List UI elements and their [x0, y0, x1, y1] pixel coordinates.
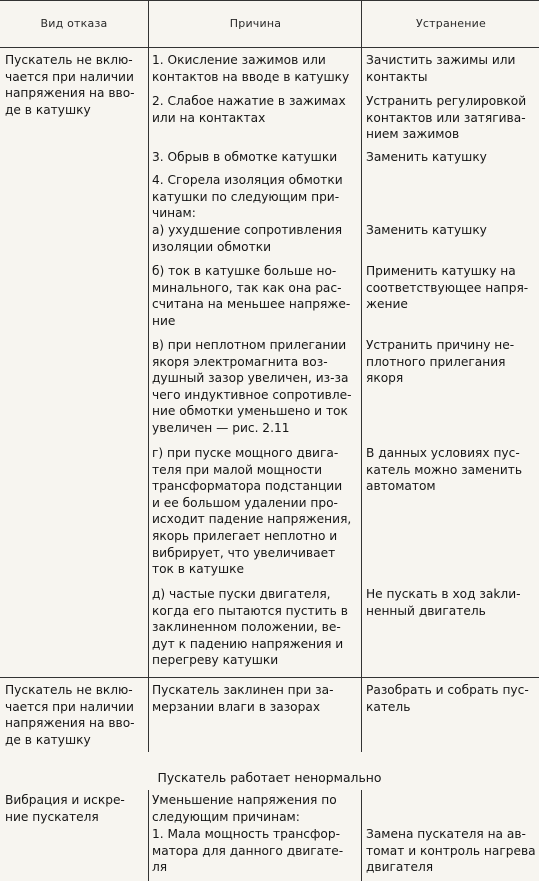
fix-3: Заменить катушку — [366, 150, 487, 164]
column-divider-2 — [361, 0, 362, 702]
fix-1: Зачистить зажимы или контакты — [366, 53, 516, 84]
fix-4e: Не пускать в ход заkли- ненный двигатель — [366, 587, 521, 618]
fix-3-1: Замена пускателя на ав- томат и контроль нагрева двигателя — [366, 827, 536, 875]
symptom-text-2: Пускатель не вклю- чается при наличии напряжения на вво- де в катушку — [5, 683, 135, 747]
fix-frozen: Разобрать и собрать пус- катель — [366, 683, 529, 714]
header-bottom-rule — [0, 47, 539, 48]
cause-4c: в) при неплотном прилегании якоря электромагнита воз- душный зазор увеличен, из-за чего индуктивное сопротивле- ние обмотки уменьшено и ток увеличен — рис. 2.11 — [152, 338, 352, 435]
cause-4: 4. Сгорела изоляция обмотки катушки по следующим при- чинам: — [152, 173, 343, 221]
symptom-text-1: Пускатель не вклю- чается при наличии напряжения на вво- де в катушку — [5, 53, 135, 117]
cause-1: 1. Окисление зажимов или контактов на вводе в катушку — [152, 53, 350, 84]
symptom-text-3: Вибрация и искре- ние пускателя — [5, 793, 125, 824]
header-cause: Причина — [229, 17, 282, 30]
cause-4a: а) ухудшение сопротивления изоляции обмотки — [152, 223, 343, 254]
cause-3-1: 1. Мала мощность трансфор- матора для данного двигате- ля — [152, 827, 344, 875]
fix-4b: Применить катушку на соответствующее напря- жение — [366, 264, 529, 312]
cause-4e: д) частые пуски двигателя, когда его пытаются пустить в заклиненном положении, ве- дут к падению напряжения и перегреву катушки — [152, 587, 348, 668]
fix-2: Устранить регулировкой контактов или затягива- нием зажимов — [366, 94, 527, 142]
cause-frozen: Пускатель заклинен при за- мерзании влаги в зазорах — [152, 683, 334, 714]
section-divider-rule — [0, 677, 539, 678]
column-divider-1 — [148, 0, 149, 702]
section-title: Пускатель работает ненормально — [157, 770, 382, 785]
cause-4d: г) при пуске мощного двига- теля при малой мощности трансформатора подстанции и ее большом удалении про- исходит падение напряжения, якорь прилегает неплотно и вибрирует, что увеличивает ток в катушке — [152, 446, 352, 577]
column-divider-1-lower — [148, 702, 149, 752]
fix-4a: Заменить катушку — [366, 223, 487, 237]
cause-2: 2. Слабое нажатие в зажимах или на контактах — [152, 94, 346, 125]
fix-4c: Устранить причину не- плотного прилегания якоря — [366, 338, 515, 386]
cause-intro-3: Уменьшение напряжения по следующим причинам: — [152, 793, 337, 824]
cause-3: 3. Обрыв в обмотке катушки — [152, 150, 338, 164]
fix-4d: В данных условиях пус- катель можно заменить автоматом — [366, 446, 523, 494]
header-symptom: Вид отказа — [40, 17, 108, 30]
column-divider-2-lower — [361, 702, 362, 752]
header-fix: Устранение — [416, 17, 486, 30]
column-divider-1-section3 — [148, 790, 149, 881]
column-divider-2-section3 — [361, 790, 362, 881]
header-top-rule — [0, 0, 539, 1]
cause-4b: б) ток в катушке больше но- минального, так как она рас- считана на меньшее напряже- ние — [152, 264, 351, 328]
